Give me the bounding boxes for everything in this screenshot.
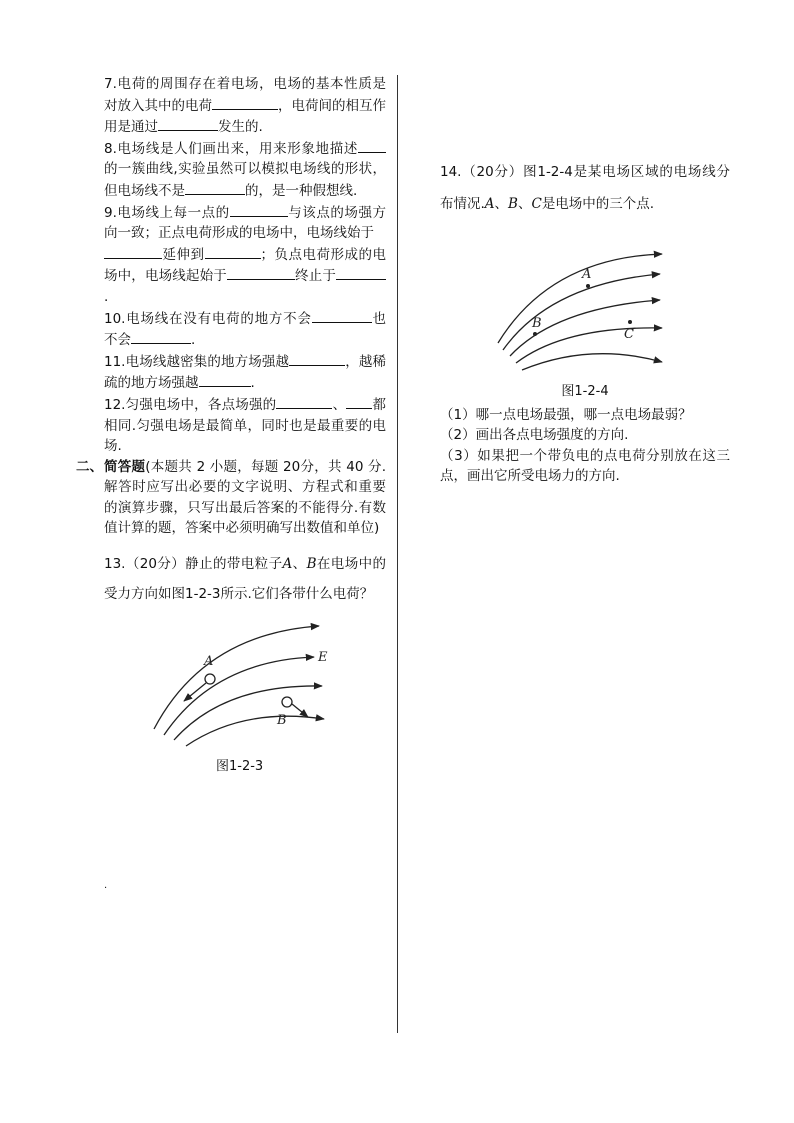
q13-sep: 、 [292,556,307,573]
q11-text-a: 11.电场线越密集的地方场强越 [104,353,290,370]
right-column [440,156,730,487]
q8-text-a: 8.电场线是人们画出来，用来形象地描述 [104,140,358,157]
q9-text-b: 与该点的场强方向一致；正点电荷形成的电场中，电场线始于 [104,204,387,242]
force-arrow-a [184,683,206,701]
q12-text-b: 、 [332,396,347,413]
q11-blank-2[interactable] [199,372,251,387]
q10-blank-2[interactable] [131,329,191,344]
section-2-instructions: (本题共 2 小题，每题 20分，共 40 分.解答时应写出必要的文字说明、方程式和重要的演算步骤，只写出最后答案的不能得分.有数值计算的题，答案中必须明确写出数值和单位) [104,458,387,537]
q14-sub-3: （3）如果把一个带负电的点电荷分别放在这三点，画出它所受电场力的方向. [440,447,730,485]
q9-text-f: . [104,288,109,305]
question-12 [104,394,386,457]
q14-text-a: 14.（20分）图1-2-4是某电场区域的电场线分布情况. [440,164,730,212]
q9-text-c: 延伸到 [162,246,205,263]
q10-text-a: 10.电场线在没有电荷的地方不会 [104,310,312,327]
fig4-label-b: B [532,316,542,331]
column-divider [397,75,398,1033]
q7-blank-2[interactable] [158,116,218,131]
fig3-label-e: E [318,650,328,666]
q14-sub-2: （2）画出各点电场强度的方向. [440,427,629,444]
fig4-label-a: A [582,267,592,282]
force-arrow-b [292,704,308,717]
question-10 [104,308,386,351]
q9-blank-1[interactable] [230,202,288,217]
field-line-2 [164,657,314,735]
q14-label-a: A [484,196,495,212]
fig4-label-c: C [624,327,634,342]
q8-text-c: 的，是一种假想线. [245,182,358,199]
q12-blank-2[interactable] [346,394,372,409]
section-2-title: 简答题 [104,458,146,475]
q9-text-e: 终止于 [294,268,337,285]
q7-blank-1[interactable] [212,95,278,110]
q11-text-b: ，越稀疏的地方场强越 [104,353,386,392]
q9-text-d: ；负点电荷形成的电场中，电场线起始于 [104,246,386,285]
q13-label-b: B [306,556,317,573]
question-8 [104,138,386,202]
fig4-caption: 图1-2-4 [561,384,609,399]
q10-text-c: . [191,332,196,349]
question-13 [104,549,386,609]
left-column [76,74,387,778]
field-line-4 [186,716,324,746]
point-a [586,284,590,288]
q9-blank-4[interactable] [227,265,295,280]
q12-text-a: 12.匀强电场中，各点场强的 [104,396,277,413]
q12-text-c: 都相同.匀强电场是最简单，同时也是最重要的电场. [104,396,386,455]
q14-sep-1: 、 [494,196,509,212]
q13-label-a: A [282,556,293,573]
q7-text-a: 7.电荷的周围存在着电场，电场的基本性质是对放入其中的电荷 [104,76,386,114]
figure-1-2-4 [440,238,730,378]
question-14 [440,156,730,220]
section-2-number: 二、 [76,458,103,475]
fig3-label-b: B [277,713,287,729]
q9-blank-2[interactable] [104,244,162,259]
q14-sep-2: 、 [517,196,532,212]
q14-sub-1: （1）哪一点电场最强，哪一点电场最弱？ [440,406,692,423]
point-b [533,332,537,336]
q10-blank-1[interactable] [312,308,372,323]
q9-text-a: 9.电场线上每一点的 [104,204,230,221]
field-line-3 [174,686,322,740]
question-11 [104,351,386,394]
fig3-label-a: A [204,654,214,670]
field-line-2 [503,274,660,350]
point-c [628,320,632,324]
q12-blank-1[interactable] [276,394,332,409]
field-line-5 [522,354,662,370]
question-7 [104,74,386,138]
section-2-heading [76,457,387,539]
q8-text-b: 的一簇曲线,实验虽然可以模拟电场线的形状，但电场线不是 [104,161,386,199]
q8-blank-1[interactable] [358,138,386,153]
q14-text-b: 是电场中的三个点. [541,196,655,212]
question-9 [104,202,386,308]
q14-label-b: B [508,196,518,212]
q10-text-b: 也不会 [104,310,386,349]
q13-text-a: 13.（20分）静止的带电粒子 [104,556,283,573]
q11-blank-1[interactable] [289,351,345,366]
field-line-1 [154,626,319,729]
fig3-caption: 图1-2-3 [216,759,264,775]
q7-text-b: ，电荷间的相互作用是通过 [104,97,386,136]
q11-text-c: . [250,375,255,392]
field-line-1 [498,254,662,343]
q8-blank-2[interactable] [185,180,245,195]
q7-text-c: 发生的. [218,119,263,136]
q14-label-c: C [531,196,542,212]
particle-a [205,674,215,684]
particle-b [282,697,292,707]
q9-blank-5[interactable] [336,265,386,280]
stray-dot: . [104,880,108,891]
q13-text-b: 在电场中的受力方向如图1-2-3所示.它们各带什么电荷？ [104,556,387,603]
q9-blank-3[interactable] [205,244,261,259]
figure-1-2-3 [104,609,386,749]
